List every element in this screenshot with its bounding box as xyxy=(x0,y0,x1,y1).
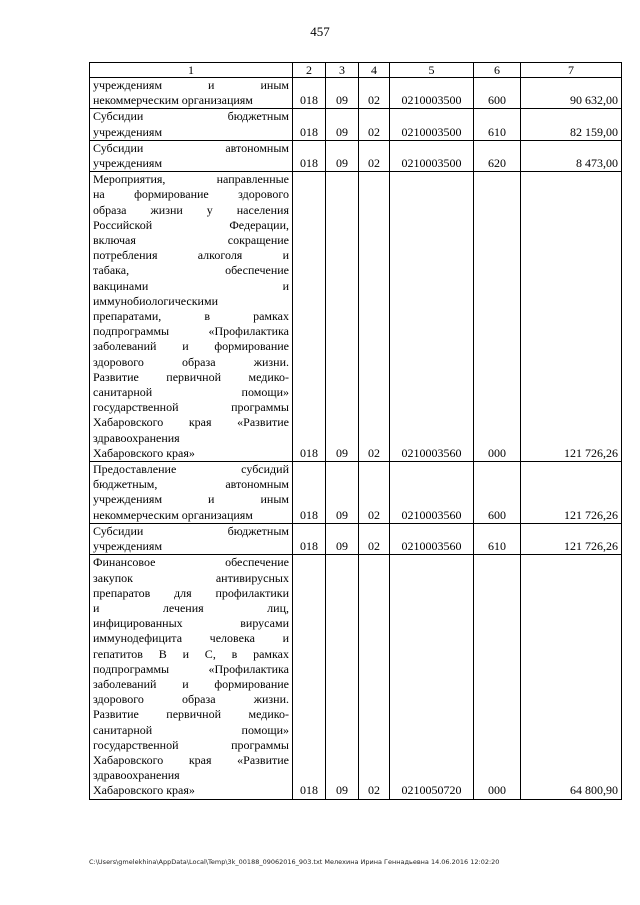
code-target-cell: 0210003500 xyxy=(390,109,474,140)
table-row xyxy=(90,140,622,171)
amount-cell: 121 726,26 xyxy=(521,462,622,524)
code-glavn-cell: 018 xyxy=(293,462,326,524)
code-razdel-cell: 09 xyxy=(326,140,359,171)
description-line: закупок антивирусных xyxy=(93,570,289,585)
column-header-7: 7 xyxy=(521,63,622,78)
row-description xyxy=(90,555,293,799)
description-line: некоммерческим организациям xyxy=(93,93,253,108)
description-line: Финансовое обеспечение xyxy=(93,555,289,570)
description-line: учреждениям и иным xyxy=(93,492,289,507)
description-line: Субсидии автономным xyxy=(93,140,289,155)
row-description xyxy=(90,78,293,109)
code-glavn-cell: 018 xyxy=(293,140,326,171)
description-line: некоммерческим организациям xyxy=(93,507,253,522)
description-line: подпрограммы «Профилактика xyxy=(93,324,289,339)
code-target-cell: 0210003560 xyxy=(390,172,474,462)
code-vid-cell: 000 xyxy=(474,172,521,462)
code-glavn-cell: 018 xyxy=(293,78,326,109)
code-glavn-cell: 018 xyxy=(293,109,326,140)
code-glavn-cell: 018 xyxy=(293,523,326,554)
code-vid-cell: 600 xyxy=(474,78,521,109)
table-body xyxy=(90,78,622,800)
description-line: подпрограммы «Профилактика xyxy=(93,661,289,676)
table-row xyxy=(90,523,622,554)
code-podrazdel-cell: 02 xyxy=(359,172,390,462)
code-target-cell: 0210003500 xyxy=(390,140,474,171)
description-line: на формирование здорового xyxy=(93,187,289,202)
code-target-cell: 0210003500 xyxy=(390,78,474,109)
description-line: здравоохранения xyxy=(93,430,180,445)
description-line: Субсидии бюджетным xyxy=(93,109,289,124)
code-vid-cell: 620 xyxy=(474,140,521,171)
description-line: Российской Федерации, xyxy=(93,217,289,232)
description-line: Субсидии бюджетным xyxy=(93,523,289,538)
description-line: государственной программы xyxy=(93,400,289,415)
code-vid-cell: 610 xyxy=(474,109,521,140)
footer-path: C:\Users\gmelekhina\AppData\Local\Temp\3k_00188_09062016_903.txt Мелехина Ирина Геннадьевна 14.06.2016 12:02:20 xyxy=(89,858,500,866)
description-line: иммунобиологическими xyxy=(93,293,218,308)
description-line: Хабаровского края «Развитие xyxy=(93,752,289,767)
code-podrazdel-cell: 02 xyxy=(359,555,390,799)
table-header xyxy=(90,63,622,78)
code-razdel-cell: 09 xyxy=(326,109,359,140)
description-line: иммунодефицита человека и xyxy=(93,631,289,646)
description-line: Развитие первичной медико- xyxy=(93,369,289,384)
page-number: 457 xyxy=(310,24,330,39)
description-line: здорового образа жизни. xyxy=(93,692,289,707)
description-line: государственной программы xyxy=(93,737,289,752)
code-razdel-cell: 09 xyxy=(326,172,359,462)
description-line: образа жизни у населения xyxy=(93,202,289,217)
code-target-cell: 0210050720 xyxy=(390,555,474,799)
row-description xyxy=(90,172,293,462)
description-line: потребления алкоголя и xyxy=(93,248,289,263)
code-podrazdel-cell: 02 xyxy=(359,78,390,109)
table-row xyxy=(90,172,622,462)
description-line: Хабаровского края» xyxy=(93,445,195,460)
description-line: Хабаровского края «Развитие xyxy=(93,415,289,430)
description-line: учреждениям xyxy=(93,539,163,554)
code-razdel-cell: 09 xyxy=(326,523,359,554)
description-line: Мероприятия, направленные xyxy=(93,172,289,187)
amount-cell: 90 632,00 xyxy=(521,78,622,109)
code-podrazdel-cell: 02 xyxy=(359,109,390,140)
amount-cell: 8 473,00 xyxy=(521,140,622,171)
row-description xyxy=(90,109,293,140)
column-header-2: 2 xyxy=(293,63,326,78)
description-line: табака, обеспечение xyxy=(93,263,289,278)
row-description xyxy=(90,140,293,171)
column-header-1: 1 xyxy=(90,63,293,78)
column-header-3: 3 xyxy=(326,63,359,78)
description-line: и лечения лиц, xyxy=(93,600,289,615)
description-line: санитарной помощи» xyxy=(93,722,289,737)
description-line: учреждениям и иным xyxy=(93,78,289,92)
description-line: Хабаровского края» xyxy=(93,783,195,798)
description-line: препаратов для профилактики xyxy=(93,585,289,600)
code-vid-cell: 610 xyxy=(474,523,521,554)
code-razdel-cell: 09 xyxy=(326,462,359,524)
code-razdel-cell: 09 xyxy=(326,555,359,799)
description-line: вакцинами и xyxy=(93,278,289,293)
description-line: санитарной помощи» xyxy=(93,385,289,400)
table-row xyxy=(90,109,622,140)
description-line: учреждениям xyxy=(93,156,163,171)
description-line: инфицированных вирусами xyxy=(93,616,289,631)
amount-cell: 82 159,00 xyxy=(521,109,622,140)
code-razdel-cell: 09 xyxy=(326,78,359,109)
table-row xyxy=(90,78,622,109)
amount-cell: 64 800,90 xyxy=(521,555,622,799)
code-podrazdel-cell: 02 xyxy=(359,140,390,171)
description-line: здравоохранения xyxy=(93,768,180,783)
code-glavn-cell: 018 xyxy=(293,172,326,462)
column-header-4: 4 xyxy=(359,63,390,78)
code-glavn-cell: 018 xyxy=(293,555,326,799)
code-target-cell: 0210003560 xyxy=(390,523,474,554)
description-line: заболеваний и формирование xyxy=(93,676,289,691)
description-line: гепатитов В и С, в рамках xyxy=(93,646,289,661)
column-header-5: 5 xyxy=(390,63,474,78)
code-target-cell: 0210003560 xyxy=(390,462,474,524)
code-vid-cell: 000 xyxy=(474,555,521,799)
description-line: Предоставление субсидий xyxy=(93,462,289,477)
row-description xyxy=(90,523,293,554)
table-row xyxy=(90,462,622,524)
code-podrazdel-cell: 02 xyxy=(359,523,390,554)
code-podrazdel-cell: 02 xyxy=(359,462,390,524)
code-vid-cell: 600 xyxy=(474,462,521,524)
description-line: заболеваний и формирование xyxy=(93,339,289,354)
description-line: учреждениям xyxy=(93,124,163,139)
description-line: здорового образа жизни. xyxy=(93,354,289,369)
description-line: бюджетным, автономным xyxy=(93,477,289,492)
amount-cell: 121 726,26 xyxy=(521,172,622,462)
budget-table xyxy=(89,62,622,800)
table-row xyxy=(90,555,622,799)
description-line: Развитие первичной медико- xyxy=(93,707,289,722)
amount-cell: 121 726,26 xyxy=(521,523,622,554)
description-line: препаратами, в рамках xyxy=(93,309,289,324)
column-header-6: 6 xyxy=(474,63,521,78)
row-description xyxy=(90,462,293,524)
description-line: включая сокращение xyxy=(93,233,289,248)
